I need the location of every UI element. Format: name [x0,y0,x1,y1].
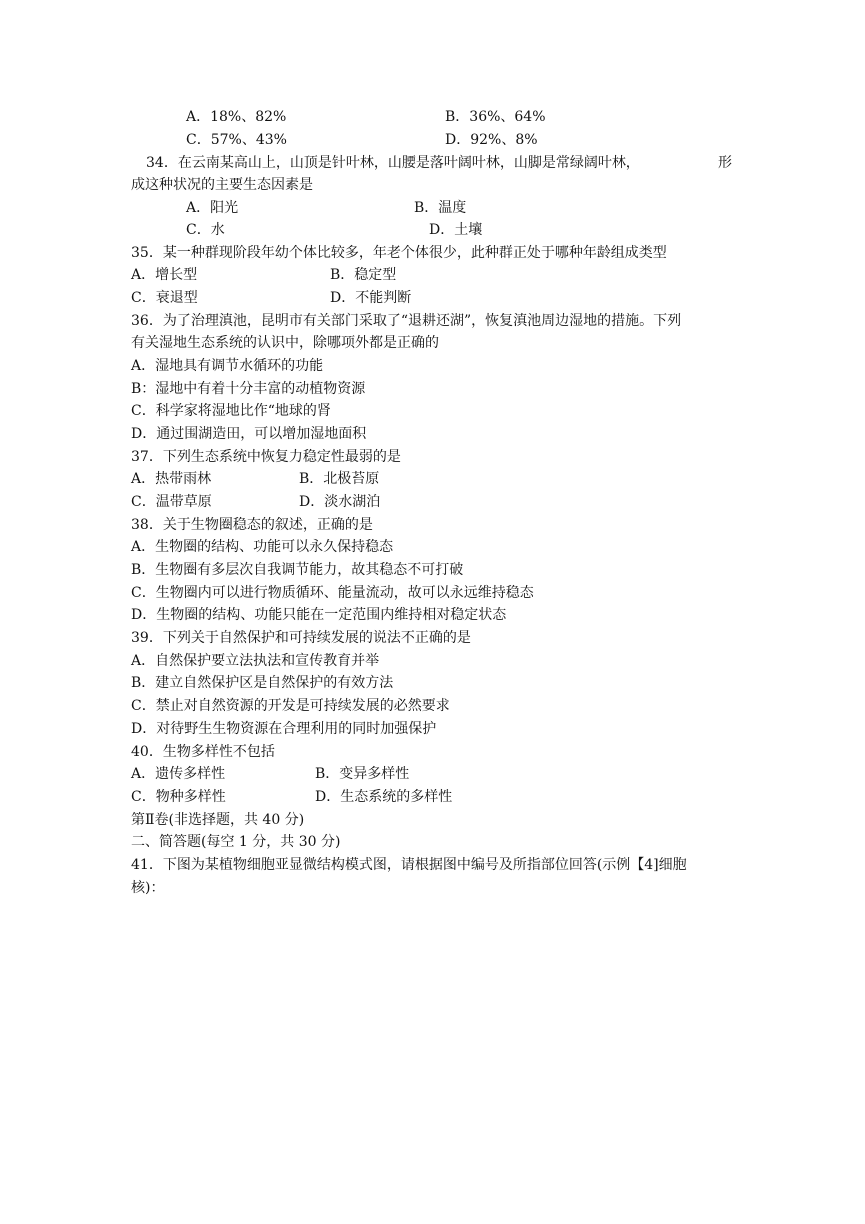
q35-option-b: B．稳定型 [330,267,397,283]
q41-stem-line2: 核)： [131,880,165,896]
q37-option-b: B．北极苔原 [299,471,380,487]
q33-option-d: D．92%、8% [445,132,538,148]
q40-option-d: D．生态系统的多样性 [315,789,453,805]
q34-option-d: D．土壤 [429,222,483,238]
q36-option-d: D．通过围湖造田，可以增加湿地面积 [131,426,367,442]
q41-stem-line1: 41．下图为某植物细胞亚显微结构模式图，请根据图中编号及所指部位回答(示例【4]细胞 [131,857,687,873]
q34-option-b: B．温度 [414,200,467,216]
q34-option-c: C．水 [186,222,225,238]
q35-stem: 35．某一种群现阶段年幼个体比较多，年老个体很少，此种群正处于哪种年龄组成类型 [131,245,667,261]
q36-option-b: B：湿地中有着十分丰富的动植物资源 [131,381,366,397]
q38-stem: 38．关于生物圈稳态的叙述，正确的是 [131,517,373,533]
q36-stem-line2: 有关湿地生态系统的认识中，除哪项外都是正确的 [131,335,439,351]
q37-option-d: D．淡水湖泊 [299,494,381,510]
q40-option-c: C．物种多样性 [131,789,226,805]
q34-stem-line1: 34．在云南某高山上，山顶是针叶林，山腰是落叶阔叶林，山脚是常绿阔叶林， [146,155,640,171]
q38-option-d: D．生物圈的结构、功能只能在一定范围内维持相对稳定状态 [131,607,507,623]
q38-option-b: B．生物圈有多层次自我调节能力，故其稳态不可打破 [131,562,464,578]
section-heading: 二、简答题(每空 1 分，共 30 分) [131,834,341,850]
q33-option-b: B．36%、64% [445,109,546,125]
q34-stem-line2: 成这种状况的主要生态因素是 [131,177,313,193]
q39-option-c: C．禁止对自然资源的开发是可持续发展的必然要求 [131,698,450,714]
q33-option-c: C．57%、43% [186,132,287,148]
q34-stem-line1-tail: 形 [718,155,732,171]
q36-option-c: C．科学家将湿地比作“地球的肾 [131,403,331,419]
q37-option-a: A．热带雨林 [131,471,212,487]
q35-option-a: A．增长型 [131,267,198,283]
q39-stem: 39．下列关于自然保护和可持续发展的说法不正确的是 [131,630,471,646]
part2-heading: 第Ⅱ卷(非选择题，共 40 分) [131,812,305,828]
q34-option-a: A．阳光 [186,200,239,216]
q37-option-c: C．温带草原 [131,494,212,510]
q35-option-d: D．不能判断 [330,290,412,306]
q39-option-b: B．建立自然保护区是自然保护的有效方法 [131,675,394,691]
q39-option-a: A．自然保护要立法执法和宣传教育并举 [131,653,380,669]
q36-option-a: A．湿地具有调节水循环的功能 [131,358,324,374]
q33-option-a: A．18%、82% [186,109,287,125]
q35-option-c: C．衰退型 [131,290,198,306]
q38-option-c: C．生物圈内可以进行物质循环、能量流动，故可以永远维持稳态 [131,585,534,601]
q38-option-a: A．生物圈的结构、功能可以永久保持稳态 [131,539,394,555]
q40-option-b: B．变异多样性 [315,766,410,782]
q40-stem: 40．生物多样性不包括 [131,744,275,760]
q37-stem: 37．下列生态系统中恢复力稳定性最弱的是 [131,449,401,465]
q36-stem-line1: 36．为了治理滇池，昆明市有关部门采取了“退耕还湖”，恢复滇池周边湿地的措施。下列 [131,313,682,329]
q40-option-a: A．遗传多样性 [131,766,226,782]
q39-option-d: D．对待野生生物资源在合理利用的同时加强保护 [131,721,437,737]
